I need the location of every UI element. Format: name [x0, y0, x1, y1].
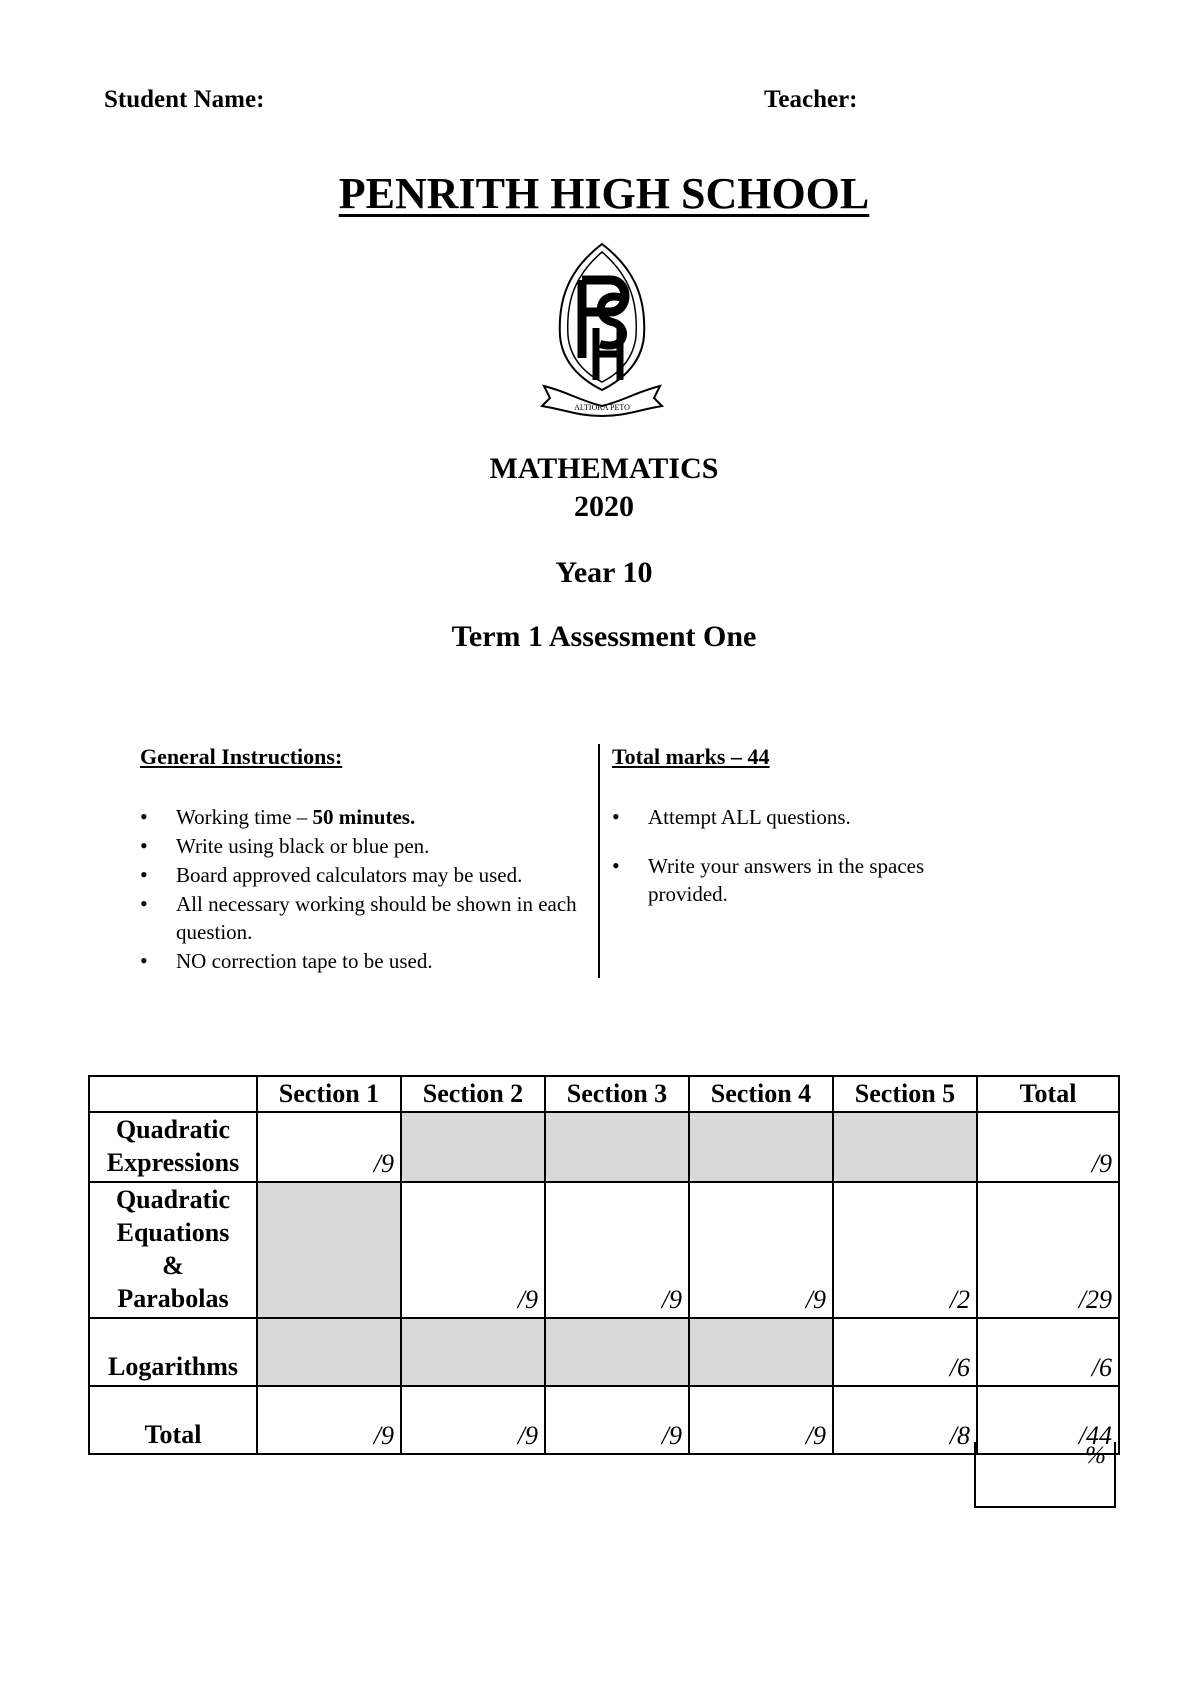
instruction-item: • All necessary working should be shown in each question.: [140, 890, 590, 946]
column-header: Section 1: [257, 1076, 401, 1112]
school-name: PENRITH HIGH SCHOOL: [338, 169, 870, 218]
instructions-list: [140, 803, 590, 976]
school-crest-logo: [538, 240, 666, 418]
table-row: [89, 1112, 1119, 1182]
score-cell: /29: [977, 1182, 1119, 1318]
column-header: Section 5: [833, 1076, 977, 1112]
crest-motto: ALTIORA PETO: [574, 403, 630, 412]
year-level: Year 10: [555, 556, 653, 589]
column-header: Section 2: [401, 1076, 545, 1112]
score-cell: /9: [689, 1386, 833, 1454]
score-cell: /6: [977, 1318, 1119, 1386]
score-cell: /9: [977, 1112, 1119, 1182]
score-cell: /9: [401, 1386, 545, 1454]
row-header: Total: [89, 1386, 257, 1454]
score-cell: /2: [833, 1182, 977, 1318]
percent-label: %: [1085, 1442, 1106, 1469]
total-marks-heading: Total marks – 44: [612, 744, 770, 769]
column-divider: [598, 744, 600, 978]
score-cell: /9: [257, 1386, 401, 1454]
student-name-label: Student Name:: [104, 86, 265, 113]
score-cell: /9: [545, 1386, 689, 1454]
table-row: [89, 1386, 1119, 1454]
marks-item: • Write your answers in the spaces provided.: [612, 852, 992, 908]
instruction-item: • Write using black or blue pen.: [140, 832, 590, 860]
percentage-box: [974, 1442, 1116, 1508]
row-header: Quadratic Equations & Parabolas: [89, 1182, 257, 1318]
table-corner: [89, 1076, 257, 1112]
assessment-title: Term 1 Assessment One: [451, 620, 757, 653]
column-header: Section 3: [545, 1076, 689, 1112]
column-header: Section 4: [689, 1076, 833, 1112]
shaded-cell: [689, 1318, 833, 1386]
general-instructions-heading: General Instructions:: [140, 744, 343, 769]
shaded-cell: [401, 1318, 545, 1386]
shaded-cell: [257, 1318, 401, 1386]
subject-title: MATHEMATICS: [489, 452, 719, 485]
shaded-cell: [257, 1182, 401, 1318]
table-row: [89, 1182, 1119, 1318]
shaded-cell: [689, 1112, 833, 1182]
teacher-label: Teacher:: [764, 86, 858, 113]
score-cell: /6: [833, 1318, 977, 1386]
score-cell: /8: [833, 1386, 977, 1454]
score-cell: /9: [257, 1112, 401, 1182]
score-cell: /9: [545, 1182, 689, 1318]
score-cell: /44: [977, 1386, 1119, 1454]
instruction-item: • Board approved calculators may be used.: [140, 861, 590, 889]
marks-item: • Attempt ALL questions.: [612, 803, 992, 831]
column-header: Total: [977, 1076, 1119, 1112]
score-cell: /9: [401, 1182, 545, 1318]
row-header: Logarithms: [89, 1318, 257, 1386]
instruction-item: • Working time – 50 minutes.: [140, 803, 590, 831]
shaded-cell: [545, 1112, 689, 1182]
table-header-row: [89, 1076, 1119, 1112]
shaded-cell: [545, 1318, 689, 1386]
instruction-item: • NO correction tape to be used.: [140, 947, 590, 975]
row-header: Quadratic Expressions: [89, 1112, 257, 1182]
marks-table: [88, 1075, 1120, 1455]
marks-list: [612, 803, 992, 929]
exam-year: 2020: [574, 490, 634, 523]
shaded-cell: [833, 1112, 977, 1182]
shaded-cell: [401, 1112, 545, 1182]
table-row: [89, 1318, 1119, 1386]
score-cell: /9: [689, 1182, 833, 1318]
